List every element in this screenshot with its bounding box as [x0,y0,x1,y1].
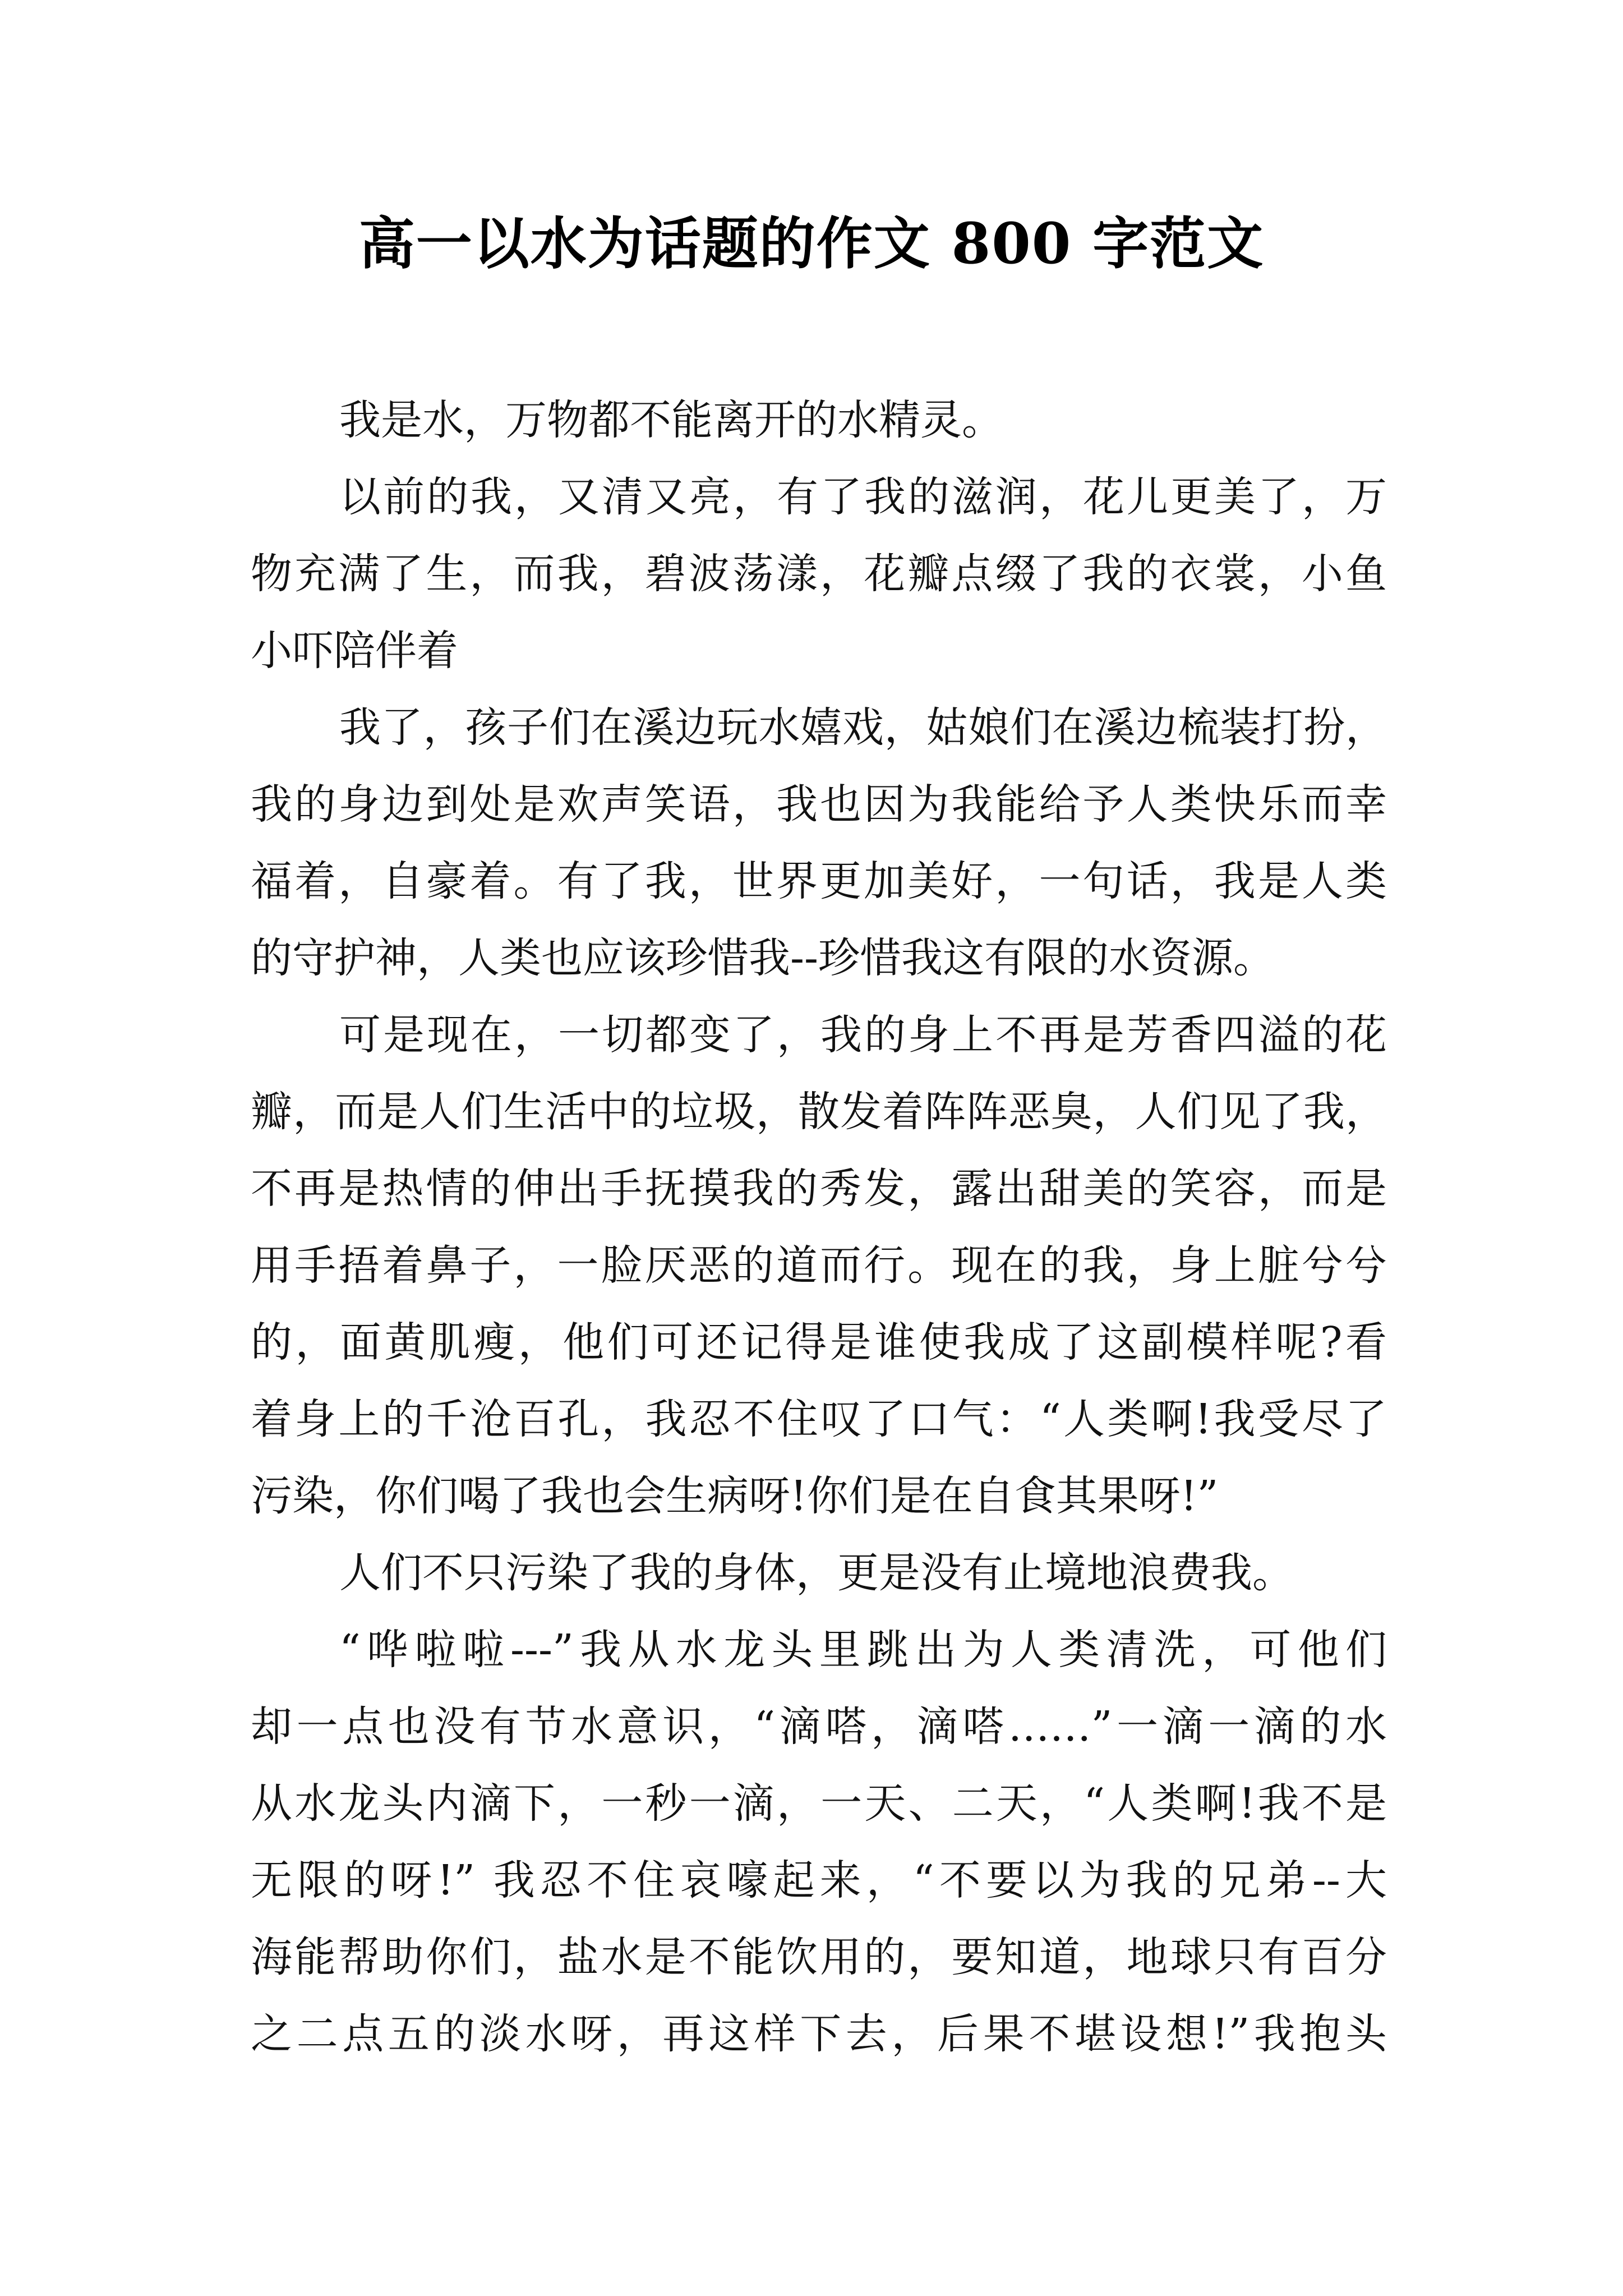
text-line: 不再是热情的伸出手抚摸我的秀发，露出甜美的笑容，而是 [251,1165,1387,1213]
text-line: 福着，自豪着。有了我，世界更加美好，一句话，我是人类 [251,857,1387,905]
text-line: 的，面黄肌瘦，他们可还记得是谁使我成了这副模样呢?看 [251,1318,1387,1366]
text-line: 之二点五的淡水呀，再这样下去，后果不堪设想!”我抱头 [251,2010,1387,2058]
text-line: 的守护神，人类也应该珍惜我--珍惜我这有限的水资源。 [251,934,1275,982]
text-line: 从水龙头内滴下，一秒一滴，一天、二天，“人类啊!我不是 [251,1779,1387,1828]
text-line: 我的身边到处是欢声笑语，我也因为我能给予人类快乐而幸 [251,780,1387,829]
text-line: 用手捂着鼻子，一脸厌恶的道而行。现在的我，身上脏兮兮 [251,1241,1387,1290]
text-line: 污染，你们喝了我也会生病呀!你们是在自食其果呀!” [251,1472,1219,1520]
document-title: 高一以水为话题的作文 800 字范文 [358,210,1265,277]
text-line: 却一点也没有节水意识，“滴嗒，滴嗒……”一滴一滴的水 [251,1703,1387,1751]
text-line: 我是水，万物都不能离开的水精灵。 [339,396,1003,444]
text-line: 海能帮助你们，盐水是不能饮用的，要知道，地球只有百分 [251,1933,1387,1981]
text-line: 小吓陪伴着 [251,627,458,675]
paragraph [251,1535,1387,1612]
paragraph [251,997,1387,1535]
text-line: 以前的我，又清又亮，有了我的滋润，花儿更美了，万 [339,473,1387,521]
paragraph [251,689,1387,997]
text-line: 物充满了生，而我，碧波荡漾，花瓣点缀了我的衣裳，小鱼 [251,550,1387,598]
text-line: 我了，孩子们在溪边玩水嬉戏，姑娘们在溪边梳装打扮， [339,703,1387,752]
paragraph [251,382,1387,459]
text-line: 人们不只污染了我的身体，更是没有止境地浪费我。 [339,1549,1294,1597]
text-line: 无限的呀!” 我忍不住哀嚎起来，“不要以为我的兄弟--大 [251,1856,1387,1904]
text-line: 瓣，而是人们生活中的垃圾，散发着阵阵恶臭，人们见了我， [251,1088,1387,1136]
text-line: “哗啦啦---”我从水龙头里跳出为人类清洗，可他们 [339,1626,1387,1674]
text-line: 着身上的千沧百孔，我忍不住叹了口气：“人类啊!我受尽了 [251,1395,1387,1443]
essay-body [251,382,1387,2073]
text-line: 可是现在，一切都变了，我的身上不再是芳香四溢的花 [339,1011,1387,1059]
paragraph [251,1612,1387,2073]
paragraph [251,459,1387,689]
